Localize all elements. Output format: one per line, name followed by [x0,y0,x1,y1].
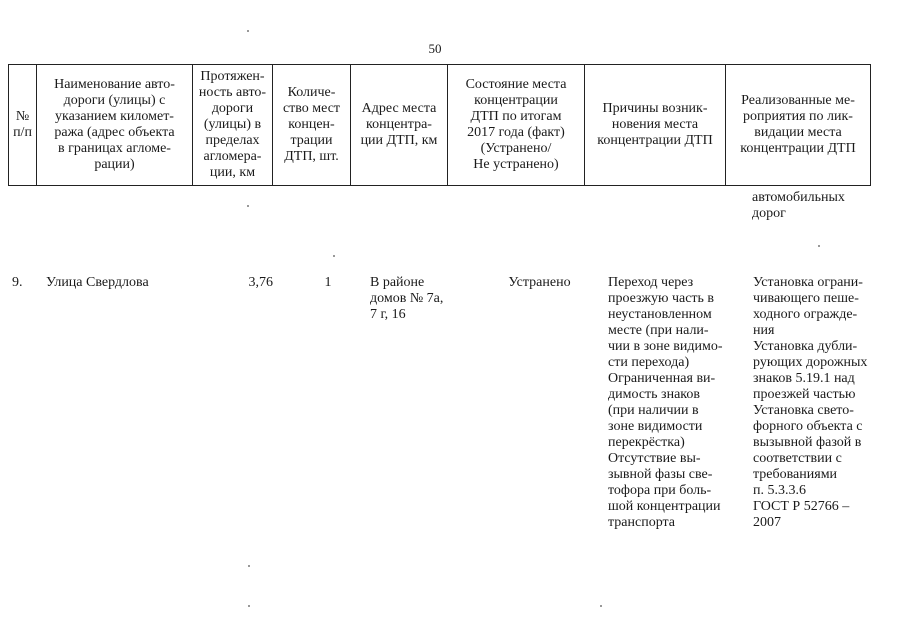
scan-speck [248,605,250,607]
header-length: Протяжен- ность авто- дороги (улицы) в пределах агломера- ции, км [193,65,273,186]
continuation-text: автомобильных дорог [752,190,845,221]
header-count: Количе- ство мест концен- трации ДТП, шт. [273,65,351,186]
header-state: Состояние места концентрации ДТП по итогам 2017 года (факт) (Устранено/ Не устранено) [448,65,585,186]
row-road-name: Улица Свердлова [46,275,149,290]
table-row [8,275,890,575]
row-number: 9. [12,275,23,290]
row-reasons: Переход через проезжую часть в неустановленном месте (при нали- чии в зоне видимо- сти перехода) Ограниченная ви- димость знаков (при наличии в зоне видимости перекрёстка) Отсутствие вы- зывной фазы све- тофора при боль- шой концентрации транспорта [608,275,723,530]
scan-speck [818,245,820,247]
header-reasons: Причины возник- новения места концентрации ДТП [585,65,726,186]
row-state: Устранено [508,275,571,290]
scan-speck [333,255,335,257]
row-length: 3,76 [248,275,273,290]
table-header [8,64,871,186]
page-number: 50 [428,41,442,56]
header-address: Адрес места концентра- ции ДТП, км [351,65,448,186]
row-measures: Установка ограни- чивающего пеше- ходного огражде- ния Установка дубли- рующих дорожных знаков 5.19.1 над проезжей частью Установка свето- форного объекта с вызывной фазой в соответствии с требованиями п. 5.3.3.6 ГОСТ Р 52766 – 2007 [753,275,868,530]
header-number: № п/п [9,65,37,186]
header-road-name: Наименование авто- дороги (улицы) с указанием километ- ража (адрес объекта в границах агломе- рации) [37,65,193,186]
row-count: 1 [324,275,332,290]
scan-speck [600,605,602,607]
scan-speck [247,205,249,207]
scan-speck [247,30,249,32]
header-measures: Реализованные ме- роприятия по лик- видации места концентрации ДТП [726,65,871,186]
row-address: В районе домов № 7а, 7 г, 16 [370,275,444,322]
scan-speck [248,565,250,567]
